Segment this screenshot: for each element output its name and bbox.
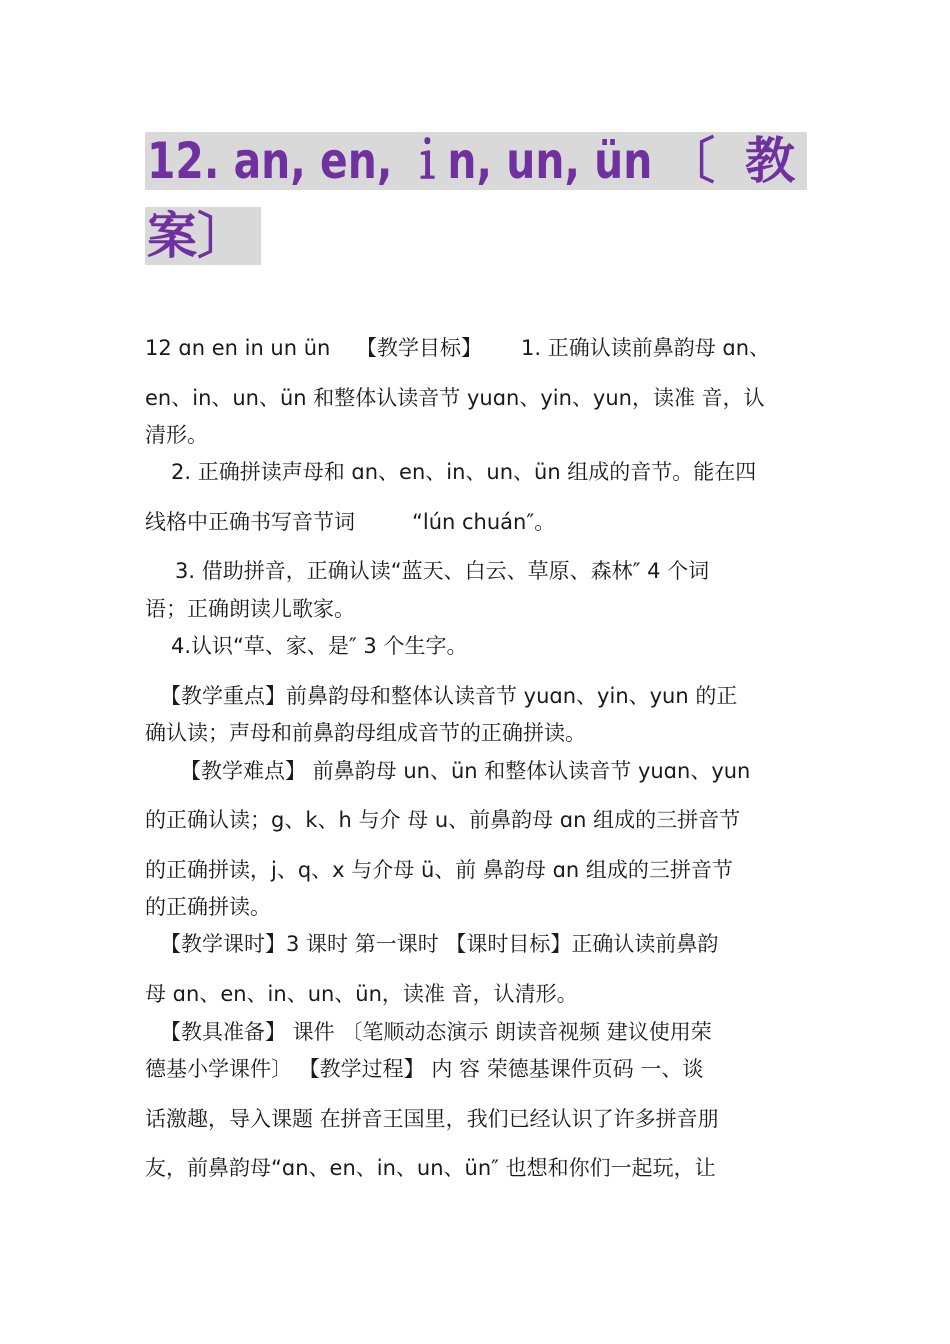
text-segment: 线格中正确书写音节词 — [145, 510, 355, 534]
title-line-2: 案〕 — [145, 207, 261, 265]
text-segment: en、in、un、ün 和整体认读音节 yuɑn、yin、yun，读准 音，认 — [145, 386, 765, 410]
text-segment: 友，前鼻韵母“ɑn、en、in、un、ün″ 也想和你们一起玩，让 — [145, 1156, 716, 1180]
text-segment: 【教学难点】 前鼻韵母 un、ün 和整体认读音节 yuɑn、yun — [180, 759, 751, 783]
title-line-1 — [145, 132, 807, 190]
text-segment: 德基小学课件〕 【教学过程】 内 容 荣德基课件页码 一、谈 — [145, 1057, 704, 1081]
text-segment: 【教学目标】 — [356, 336, 482, 360]
text-segment: 1. 正确认读前鼻韵母 ɑn、 — [521, 336, 771, 360]
text-segment: 语；正确朗读儿歌家。 — [145, 597, 355, 621]
text-segment: 4.认识“草、家、是″ 3 个生字。 — [171, 634, 468, 658]
text-segment: 话激趣，导入课题 在拼音王国里，我们已经认识了许多拼音朋 — [145, 1107, 719, 1131]
text-segment: 2. 正确拼读声母和 ɑn、en、in、un、ün 组成的音节。能在四 — [171, 460, 757, 484]
text-segment: 【教学重点】前鼻韵母和整体认读音节 yuɑn、yin、yun 的正 — [160, 684, 738, 708]
title-text: 12. an, en, ｉn, un, ün — [147, 132, 653, 190]
title-bracket: 〔 — [665, 132, 715, 190]
text-segment: 的正确拼读，j、q、x 与介母 ü、前 鼻韵母 ɑn 组成的三拼音节 — [145, 858, 733, 882]
text-segment: “lún chuán″。 — [412, 510, 556, 534]
text-segment: 确认读；声母和前鼻韵母组成音节的正确拼读。 — [145, 721, 586, 745]
text-segment: 【教具准备】 课件 〔笔顺动态演示 朗读音视频 建议使用荣 — [160, 1020, 712, 1044]
text-segment: 的正确拼读。 — [145, 895, 271, 919]
text-segment: 12 ɑn en in un ün — [145, 336, 331, 360]
text-segment: 母 ɑn、en、in、un、ün，读准 音，认清形。 — [145, 982, 578, 1006]
title-text-end: 教 — [745, 132, 795, 190]
text-segment: 的正确认读；g、k、h 与介 母 u、前鼻韵母 ɑn 组成的三拼音节 — [145, 808, 741, 832]
text-segment: 3. 借助拼音，正确认读“蓝天、白云、草原、森林″ 4 个词 — [175, 559, 710, 583]
text-segment: 【教学课时】3 课时 第一课时 【课时目标】正确认读前鼻韵 — [160, 932, 719, 956]
text-segment: 清形。 — [145, 423, 208, 447]
